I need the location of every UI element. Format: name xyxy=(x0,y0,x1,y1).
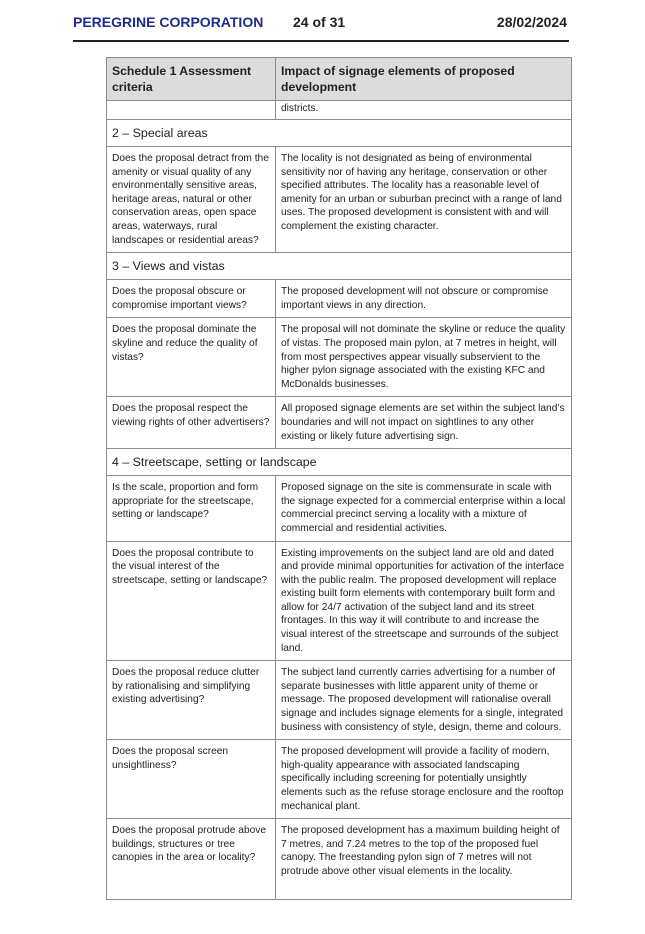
criteria-cell: Does the proposal screen unsightliness? xyxy=(107,740,276,819)
table-row xyxy=(107,318,572,397)
table-row xyxy=(107,740,572,819)
impact-cell: The proposal will not dominate the skyline or reduce the quality of vistas. The proposed main pylon, at 7 metres in height, will from most perspectives appear visually subservient to the higher pylon signage associated with the existing KFC and McDonalds businesses. xyxy=(276,318,572,397)
criteria-cell: Does the proposal obscure or compromise important views? xyxy=(107,280,276,318)
table-row xyxy=(107,397,572,449)
table-header-row xyxy=(107,58,572,101)
section-row xyxy=(107,449,572,476)
assessment-table xyxy=(106,57,572,900)
section-row xyxy=(107,253,572,280)
document-date: 28/02/2024 xyxy=(496,14,567,30)
criteria-column-header: Schedule 1 Assessment criteria xyxy=(107,58,276,101)
impact-cell: The proposed development will not obscure or compromise important views in any direction. xyxy=(276,280,572,318)
impact-cell: Existing improvements on the subject land are old and dated and provide minimal opportunities for activation of the interface with the public realm. The proposed development will replace existing built form elements with contemporary built form and allow for 24/7 activation of the subject land and its street frontages. In this way it will contribute to and increase the visual interest of the streetscape and surrounds of the subject land. xyxy=(276,541,572,661)
criteria-cell: Does the proposal reduce clutter by rationalising and simplifying existing advertising? xyxy=(107,661,276,740)
table-row xyxy=(107,147,572,253)
impact-cell: Proposed signage on the site is commensurate in scale with the signage expected for a commercial enterprise within a local commercial precinct serving a locality with a mixture of commercial and residential activities. xyxy=(276,476,572,541)
page-header xyxy=(73,14,567,36)
impact-column-header: Impact of signage elements of proposed development xyxy=(276,58,572,101)
section-row xyxy=(107,120,572,147)
impact-cell: All proposed signage elements are set within the subject land’s boundaries and will not impact on sightlines to any other existing or likely future advertising sign. xyxy=(276,397,572,449)
section-title: 3 – Views and vistas xyxy=(107,253,572,280)
criteria-cell: Does the proposal respect the viewing rights of other advertisers? xyxy=(107,397,276,449)
impact-cell: The proposed development has a maximum building height of 7 metres, and 7.24 metres to the top of the proposed fuel canopy. The freestanding pylon sign of 7 metres will not protrude above other visual elements in the locality. xyxy=(276,819,572,900)
table-row xyxy=(107,476,572,541)
impact-cell: The locality is not designated as being of environmental sensitivity nor of having any heritage, conservation or other specified attributes. The locality has a reasonable level of amenity for an urban or suburban precinct with a range of land uses. The proposed development is consistent with and will complement the existing character. xyxy=(276,147,572,253)
continued-criteria-cell xyxy=(107,101,276,120)
criteria-cell: Does the proposal dominate the skyline and reduce the quality of vistas? xyxy=(107,318,276,397)
company-name: PEREGRINE CORPORATION xyxy=(73,14,264,30)
continued-impact-cell: districts. xyxy=(276,101,572,120)
header-rule xyxy=(73,40,569,42)
table-row xyxy=(107,661,572,740)
criteria-cell: Does the proposal detract from the amenity or visual quality of any environmentally sensitive areas, heritage areas, natural or other conservation areas, open space areas, waterways, rural landscapes or residential areas? xyxy=(107,147,276,253)
criteria-cell: Does the proposal contribute to the visual interest of the streetscape, setting or landscape? xyxy=(107,541,276,661)
criteria-cell: Does the proposal protrude above buildings, structures or tree canopies in the area or locality? xyxy=(107,819,276,900)
criteria-cell: Is the scale, proportion and form appropriate for the streetscape, setting or landscape? xyxy=(107,476,276,541)
page-number: 24 of 31 xyxy=(293,14,346,30)
impact-cell: The subject land currently carries advertising for a number of separate businesses with little apparent unity of theme or message. The proposed development will rationalise overall signage and includes signage elements for a single, integrated business with consistency of style, design, theme and colours. xyxy=(276,661,572,740)
table-row xyxy=(107,541,572,661)
section-title: 4 – Streetscape, setting or landscape xyxy=(107,449,572,476)
table-row xyxy=(107,819,572,900)
table-row xyxy=(107,280,572,318)
continued-row xyxy=(107,101,572,120)
section-title: 2 – Special areas xyxy=(107,120,572,147)
impact-cell: The proposed development will provide a facility of modern, high-quality appearance with associated landscaping specifically including screening for potentially unsightly elements such as the refuse storage enclosure and the rooftop mechanical plant. xyxy=(276,740,572,819)
